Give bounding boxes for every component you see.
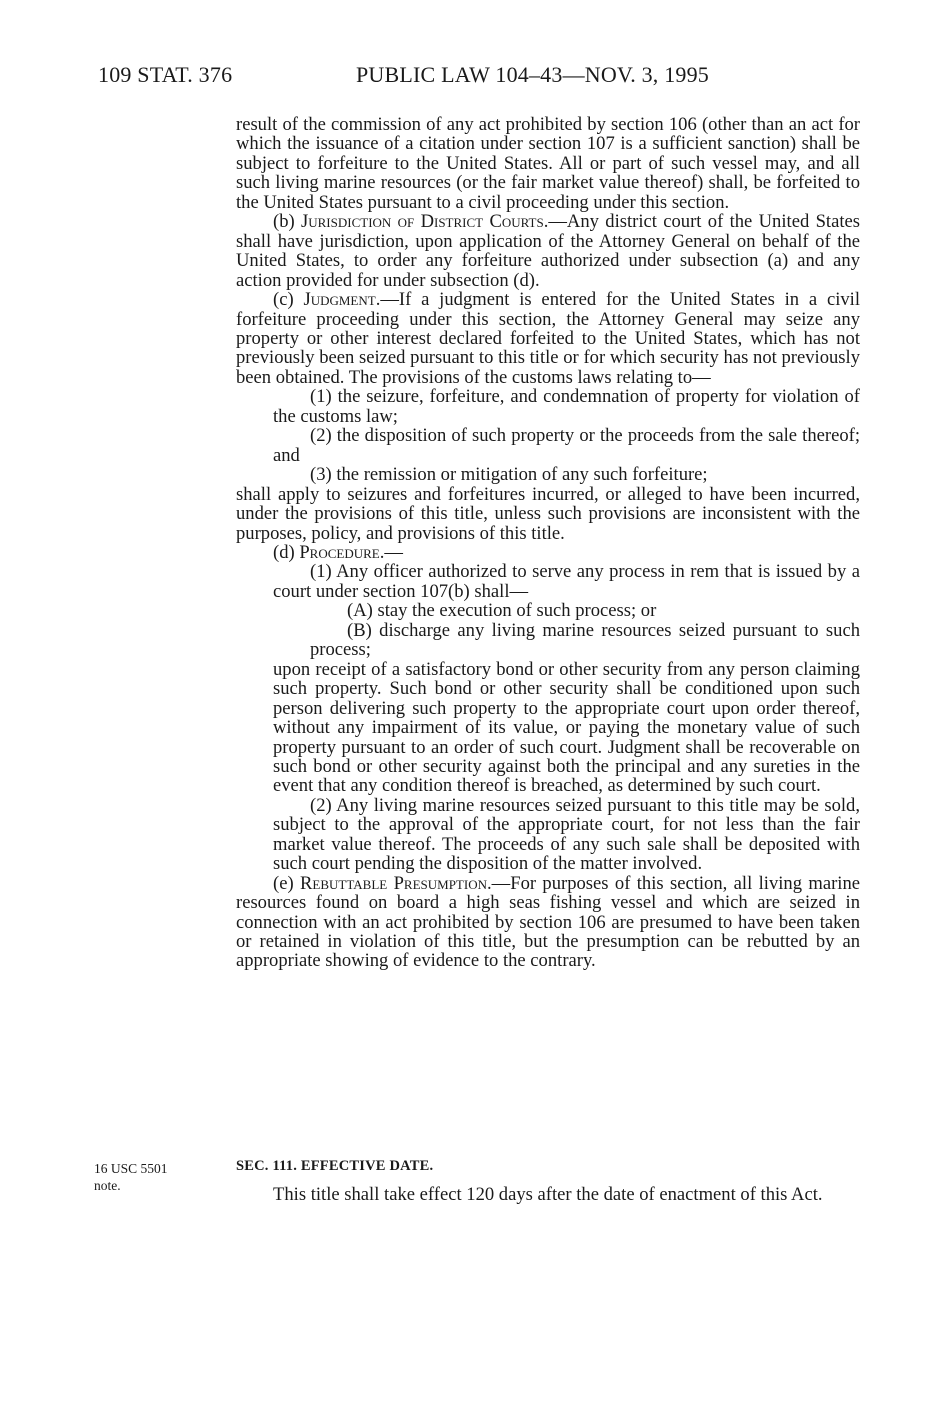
subsection-e: (e) Rebuttable Presumption.—For purposes of this section, all living marine resources found on board a high seas fishing vessel and which are seized in connection with an act prohibited by section 106 are presumed to have been taken or retained in violation of this title, but the presumption can be rebutted by an appropriate showing of evidence to the contrary.: [236, 872, 860, 972]
margin-note-citation: 16 USC 5501: [94, 1161, 168, 1176]
subsection-a-continuation: result of the commission of any act prohibited by section 106 (other than an act for which the issuance of a citation under section 107 is a sufficient sanction) shall be subject to forfeiture to the United States. All or part of such vessel may, and all such living marine resources (or the fair market value thereof) shall, be forfeited to the United States pursuant to a civil proceeding under this section.: [236, 114, 860, 213]
stat-page-number: 109 STAT. 376: [98, 62, 233, 87]
subsection-d-heading: Procedure: [299, 541, 380, 563]
paragraph-d-1: (1) Any officer authorized to serve any process in rem that is issued by a court under section 107(b) shall—: [273, 561, 860, 602]
paragraph-c-1: (1) the seizure, forfeiture, and condemnation of property for violation of the customs law;: [273, 386, 860, 427]
subsection-e-heading: Rebuttable Presumption: [300, 872, 487, 894]
margin-note-label: note.: [94, 1178, 121, 1193]
subsection-c: (c) Judgment.—If a judgment is entered for the United States in a civil forfeiture proceeding under this section, the Attorney General may seize any property or other interest declared forfeited to the United States, which has not previously been seized pursuant to this title or for which security has not previously been obtained. The provisions of the customs laws relating to—: [236, 289, 860, 388]
paragraph-d-2: (2) Any living marine resources seized pursuant to this title may be sold, subject to the approval of the appropriate court, for not less than the fair market value thereof. The proceeds of any such sale shall be deposited with such court pending the disposition of the matter involved.: [273, 794, 860, 875]
section-111-heading: SEC. 111. EFFECTIVE DATE.: [236, 1158, 434, 1174]
usc-margin-note: [94, 1160, 204, 1194]
subsection-d: (d) Procedure.—: [273, 541, 403, 563]
subsection-c-heading: Judgment: [303, 289, 376, 311]
subsection-c-tail: shall apply to seizures and forfeitures incurred, or alleged to have been incurred, under the provisions of this title, unless such provisions are inconsistent with the purposes, policy, and provisions of this title.: [236, 483, 860, 544]
subparagraph-d-1-B: (B) discharge any living marine resources seized pursuant to such process;: [310, 619, 860, 661]
paragraph-c-3: (3) the remission or mitigation of any such forfeiture;: [310, 464, 708, 486]
subsection-b: (b) Jurisdiction of District Courts.—Any district court of the United States shall have jurisdiction, upon application of the Attorney General on behalf of the United States, to order any forfeiture authorized under subsection (a) and any action provided for under subsection (d).: [236, 211, 860, 291]
public-law-title: PUBLIC LAW 104–43—NOV. 3, 1995: [356, 62, 709, 87]
paragraph-d-1-tail: upon receipt of a satisfactory bond or other security from any person claiming such property. Such bond or other security shall be conditioned upon such person delivering such property to the appropriate court upon order thereof, without any impairment of its value, or paying the monetary value of such property pursuant to an order of such court. Judgment shall be recoverable on such bond or other security against both the principal and any sureties in the event that any condition thereof is breached, as determined by such court.: [273, 658, 860, 797]
section-110-body: [236, 115, 860, 971]
section-111-body: [236, 1185, 860, 1204]
section-111-text: This title shall take effect 120 days after the date of enactment of this Act.: [273, 1184, 823, 1205]
subsection-b-heading: Jurisdiction of District Courts: [301, 211, 544, 233]
paragraph-c-2: (2) the disposition of such property or the proceeds from the sale thereof; and: [273, 425, 860, 466]
subparagraph-d-1-A: (A) stay the execution of such process; or: [347, 600, 657, 622]
